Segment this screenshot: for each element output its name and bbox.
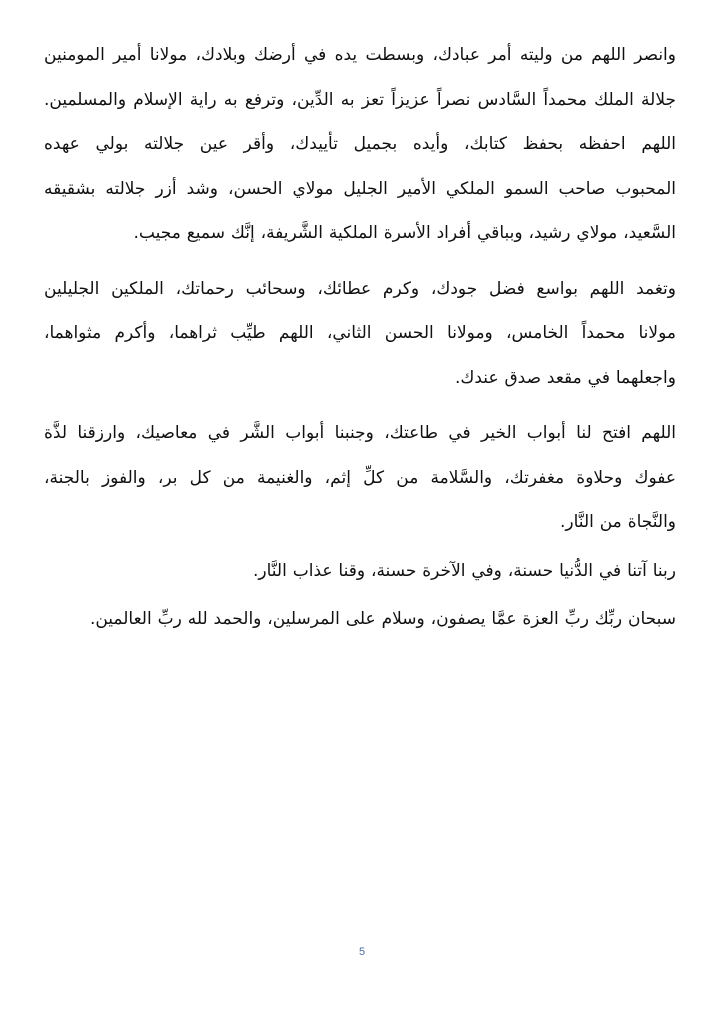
text-line: وانصر اللهم من وليته أمر عبادك، وبسطت يده في أرضك وبلادك، مولانا أمير المومنين [44, 45, 676, 65]
text-line: سبحان ربِّك ربِّ العزة عمَّا يصفون، وسلام على المرسلين، والحمد لله ربِّ العالمين. [89, 609, 676, 629]
page-number: 5 [358, 946, 366, 958]
text-line: ربنا آتنا في الدُّنيا حسنة، وفي الآخرة حسنة، وقنا عذاب النَّار. [252, 560, 676, 581]
text-line: وتغمد اللهم بواسع فضل جودك، وكرم عطائك، وسحائب رحماتك، الملكين الجليلين [44, 278, 676, 299]
text-line: اللهم افتح لنا أبواب الخير في طاعتك، وجنبنا أبواب الشَّر في معاصيك، وارزقنا لذَّة [44, 423, 676, 443]
paragraph-mercy-for-late-kings [44, 267, 676, 401]
paragraph-closing [44, 597, 676, 642]
text-line: جلالة الملك محمداً السَّادس نصراً عزيزاً تعز به الدِّين، وترفع به راية الإسلام والمسلمين. [44, 89, 676, 110]
paragraph-supplication [44, 411, 676, 545]
text-line: اللهم احفظه بحفظ كتابك، وأيده بجميل تأييدك، وأقر عين جلالته بولي عهده [44, 134, 676, 154]
paragraph-rabbana [44, 549, 676, 594]
text-line: والنَّجاة من النَّار. [560, 512, 676, 532]
text-line: السَّعيد، مولاي رشيد، وبباقي أفراد الأسرة الملكية الشَّريفة، إنَّك سميع مجيب. [133, 223, 676, 243]
paragraph-prayer-for-king [44, 33, 676, 256]
text-line: عفوك وحلاوة مغفرتك، والسَّلامة من كلِّ إثم، والغنيمة من كل بر، والفوز بالجنة، [44, 467, 676, 488]
document-body [44, 33, 676, 642]
text-line: واجعلهما في مقعد صدق عندك. [454, 367, 676, 388]
text-line: مولانا محمداً الخامس، ومولانا الحسن الثاني، اللهم طيِّب ثراهما، وأكرم مثواهما، [44, 323, 676, 343]
text-line: المحبوب صاحب السمو الملكي الأمير الجليل مولاي الحسن، وشد أزر جلالته بشقيقه [44, 178, 676, 199]
